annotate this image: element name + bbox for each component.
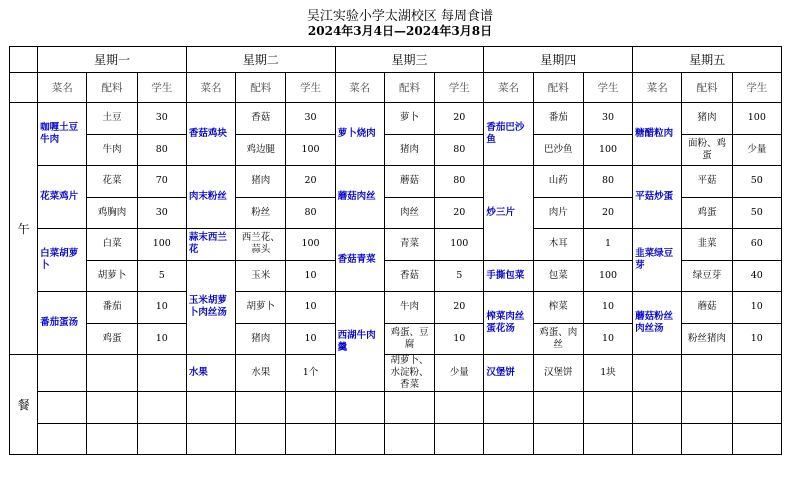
- column-header-ingredient: 配料: [236, 73, 286, 103]
- dish-name: 榨菜肉丝蛋花汤: [484, 292, 533, 355]
- column-header-ingredient: 配料: [384, 73, 434, 103]
- ingredient-cell: 萝卜: [384, 103, 434, 135]
- quantity-cell: 10: [732, 292, 781, 324]
- ingredient-cell: 鸡蛋、肉丝: [533, 323, 583, 355]
- quantity-cell: 100: [732, 103, 781, 135]
- quantity-cell: 40: [732, 260, 781, 292]
- empty-cell: [732, 355, 781, 392]
- ingredient-cell: 玉米: [236, 260, 286, 292]
- day-header: 星期三: [335, 47, 484, 73]
- empty-cell: [435, 423, 484, 455]
- quantity-cell: 100: [583, 134, 632, 166]
- ingredient-cell: 牛肉: [384, 292, 434, 324]
- empty-cell: [335, 392, 384, 424]
- ingredient-cell: 青菜: [384, 229, 434, 261]
- empty-cell: [633, 392, 682, 424]
- quantity-cell: 1块: [583, 355, 632, 392]
- page-title: 吴江实验小学太湖校区 每周食谱: [306, 9, 494, 24]
- column-header-qty: 学生: [732, 73, 781, 103]
- ingredient-cell: 猪肉: [236, 166, 286, 198]
- dish-name: 花菜鸡片: [38, 166, 87, 229]
- empty-cell: [236, 392, 286, 424]
- quantity-cell: 30: [583, 103, 632, 135]
- quantity-cell: 1: [583, 229, 632, 261]
- ingredient-cell: 土豆: [87, 103, 137, 135]
- ingredient-cell: 胡萝卜、水淀粉、香菜: [384, 355, 434, 392]
- ingredient-cell: 肉片: [533, 197, 583, 229]
- empty-cell: [682, 355, 732, 392]
- quantity-cell: 10: [137, 292, 186, 324]
- quantity-cell: 80: [583, 166, 632, 198]
- quantity-cell: 20: [286, 166, 335, 198]
- ingredient-cell: 平菇: [682, 166, 732, 198]
- ingredient-cell: 包菜: [533, 260, 583, 292]
- quantity-cell: 10: [286, 260, 335, 292]
- ingredient-cell: 蘑菇: [384, 166, 434, 198]
- dish-name: 韭菜绿豆芽: [633, 229, 682, 292]
- quantity-cell: 少量: [435, 355, 484, 392]
- quantity-cell: 1个: [286, 355, 335, 392]
- ingredient-cell: 西兰花、蒜头: [236, 229, 286, 261]
- empty-cell: [38, 423, 87, 455]
- empty-cell: [87, 423, 137, 455]
- corner-cell: [10, 47, 38, 73]
- column-header-qty: 学生: [137, 73, 186, 103]
- empty-cell: [484, 392, 533, 424]
- empty-cell: [583, 423, 632, 455]
- empty-cell: [87, 355, 137, 392]
- quantity-cell: 80: [435, 134, 484, 166]
- empty-cell: [435, 392, 484, 424]
- quantity-cell: 少量: [732, 134, 781, 166]
- empty-cell: [484, 423, 533, 455]
- empty-cell: [87, 392, 137, 424]
- ingredient-cell: 粉丝: [236, 197, 286, 229]
- dish-name: 平菇炒蛋: [633, 166, 682, 229]
- quantity-cell: 5: [137, 260, 186, 292]
- empty-cell: [682, 392, 732, 424]
- dish-name: 萝卜烧肉: [335, 103, 384, 166]
- side-label-meal: 餐: [10, 355, 38, 455]
- ingredient-cell: 绿豆芽: [682, 260, 732, 292]
- quantity-cell: 100: [583, 260, 632, 292]
- column-header-dish: 菜名: [335, 73, 384, 103]
- dish-name: 香茄巴沙鱼: [484, 103, 533, 166]
- quantity-cell: 10: [286, 323, 335, 355]
- dish-name: 蒜末西兰花: [186, 229, 235, 261]
- dish-name: 西湖牛肉羹: [335, 292, 384, 392]
- ingredient-cell: 汉堡饼: [533, 355, 583, 392]
- empty-cell: [186, 423, 235, 455]
- quantity-cell: 80: [137, 134, 186, 166]
- empty-cell: [633, 355, 682, 392]
- quantity-cell: 50: [732, 166, 781, 198]
- quantity-cell: 30: [137, 103, 186, 135]
- day-header: 星期五: [633, 47, 782, 73]
- side-label-noon: 午: [10, 103, 38, 355]
- quantity-cell: 80: [286, 197, 335, 229]
- quantity-cell: 5: [435, 260, 484, 292]
- ingredient-cell: 鸡蛋: [682, 197, 732, 229]
- ingredient-cell: 香菇: [236, 103, 286, 135]
- dish-name: 白菜胡萝卜: [38, 229, 87, 292]
- quantity-cell: 30: [137, 197, 186, 229]
- ingredient-cell: 肉丝: [384, 197, 434, 229]
- column-header-ingredient: 配料: [533, 73, 583, 103]
- ingredient-cell: 香菇: [384, 260, 434, 292]
- ingredient-cell: 水果: [236, 355, 286, 392]
- quantity-cell: 10: [435, 323, 484, 355]
- column-header-qty: 学生: [435, 73, 484, 103]
- quantity-cell: 30: [286, 103, 335, 135]
- ingredient-cell: 猪肉: [384, 134, 434, 166]
- ingredient-cell: 鸡蛋、豆腐: [384, 323, 434, 355]
- quantity-cell: 20: [435, 197, 484, 229]
- quantity-cell: 100: [286, 134, 335, 166]
- dish-name: 番茄蛋汤: [38, 292, 87, 355]
- ingredient-cell: 胡萝卜: [236, 292, 286, 324]
- ingredient-cell: 山药: [533, 166, 583, 198]
- quantity-cell: 80: [435, 166, 484, 198]
- dish-name: 玉米胡萝卜肉丝汤: [186, 260, 235, 355]
- empty-cell: [335, 423, 384, 455]
- dish-name: 肉末粉丝: [186, 166, 235, 229]
- ingredient-cell: 猪肉: [682, 103, 732, 135]
- dish-name: 炒三片: [484, 166, 533, 261]
- empty-cell: [583, 392, 632, 424]
- column-header-dish: 菜名: [186, 73, 235, 103]
- empty-cell: [533, 423, 583, 455]
- quantity-cell: 20: [583, 197, 632, 229]
- ingredient-cell: 番茄: [533, 103, 583, 135]
- quantity-cell: 20: [435, 292, 484, 324]
- menu-table: [9, 46, 782, 455]
- dish-name: 香菇青菜: [335, 229, 384, 292]
- ingredient-cell: 鸡蛋: [87, 323, 137, 355]
- quantity-cell: 20: [435, 103, 484, 135]
- empty-cell: [186, 392, 235, 424]
- empty-cell: [236, 423, 286, 455]
- column-header-ingredient: 配料: [87, 73, 137, 103]
- quantity-cell: 10: [286, 292, 335, 324]
- empty-cell: [286, 423, 335, 455]
- ingredient-cell: 白菜: [87, 229, 137, 261]
- dish-name: 蘑菇粉丝肉丝汤: [633, 292, 682, 355]
- day-header: 星期二: [186, 47, 335, 73]
- quantity-cell: 100: [137, 229, 186, 261]
- ingredient-cell: 牛肉: [87, 134, 137, 166]
- ingredient-cell: 木耳: [533, 229, 583, 261]
- ingredient-cell: 花菜: [87, 166, 137, 198]
- corner-cell: [10, 73, 38, 103]
- column-header-dish: 菜名: [38, 73, 87, 103]
- quantity-cell: 70: [137, 166, 186, 198]
- quantity-cell: 100: [286, 229, 335, 261]
- quantity-cell: 60: [732, 229, 781, 261]
- dish-name: 手撕包菜: [484, 260, 533, 292]
- empty-cell: [137, 423, 186, 455]
- empty-cell: [137, 392, 186, 424]
- empty-cell: [682, 423, 732, 455]
- quantity-cell: 10: [583, 292, 632, 324]
- dish-name: 水果: [186, 355, 235, 392]
- quantity-cell: 50: [732, 197, 781, 229]
- dish-name: 咖喱土豆牛肉: [38, 103, 87, 166]
- ingredient-cell: 粉丝猪肉: [682, 323, 732, 355]
- quantity-cell: 10: [583, 323, 632, 355]
- quantity-cell: 10: [732, 323, 781, 355]
- ingredient-cell: 榨菜: [533, 292, 583, 324]
- empty-cell: [384, 423, 434, 455]
- day-header: 星期一: [38, 47, 187, 73]
- dish-name: 香菇鸡块: [186, 103, 235, 166]
- column-header-ingredient: 配料: [682, 73, 732, 103]
- empty-cell: [38, 355, 87, 392]
- column-header-dish: 菜名: [633, 73, 682, 103]
- empty-cell: [384, 392, 434, 424]
- ingredient-cell: 鸡胸肉: [87, 197, 137, 229]
- column-header-qty: 学生: [286, 73, 335, 103]
- dish-name: 蘑菇肉丝: [335, 166, 384, 229]
- ingredient-cell: 鸡边腿: [236, 134, 286, 166]
- empty-cell: [286, 392, 335, 424]
- ingredient-cell: 猪肉: [236, 323, 286, 355]
- dish-name: 糖醋粒肉: [633, 103, 682, 166]
- quantity-cell: 100: [435, 229, 484, 261]
- empty-cell: [732, 423, 781, 455]
- empty-cell: [38, 392, 87, 424]
- ingredient-cell: 番茄: [87, 292, 137, 324]
- ingredient-cell: 胡萝卜: [87, 260, 137, 292]
- ingredient-cell: 巴沙鱼: [533, 134, 583, 166]
- column-header-qty: 学生: [583, 73, 632, 103]
- ingredient-cell: 面粉、鸡蛋: [682, 134, 732, 166]
- empty-cell: [137, 355, 186, 392]
- empty-cell: [633, 423, 682, 455]
- dish-name: 汉堡饼: [484, 355, 533, 392]
- ingredient-cell: 韭菜: [682, 229, 732, 261]
- day-header: 星期四: [484, 47, 633, 73]
- empty-cell: [533, 392, 583, 424]
- column-header-dish: 菜名: [484, 73, 533, 103]
- quantity-cell: 10: [137, 323, 186, 355]
- empty-cell: [732, 392, 781, 424]
- ingredient-cell: 蘑菇: [682, 292, 732, 324]
- date-range: 2024年3月4日—2024年3月8日: [307, 24, 493, 38]
